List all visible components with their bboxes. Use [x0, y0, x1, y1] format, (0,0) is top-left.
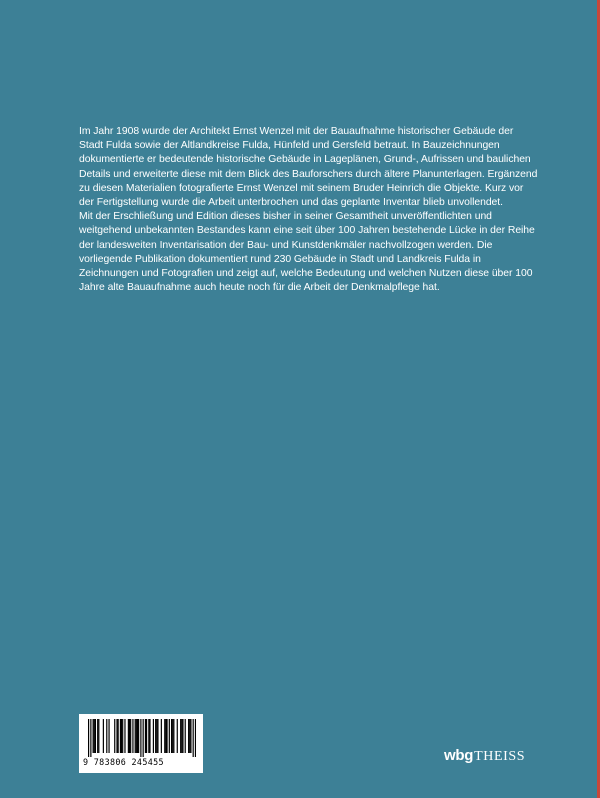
barcode-bar [169, 719, 170, 753]
barcode-bar [90, 719, 91, 757]
barcode-bar [173, 719, 174, 753]
barcode-bar [161, 719, 162, 753]
barcode-bar [155, 719, 156, 753]
isbn-barcode [79, 714, 203, 773]
barcode-bar [128, 719, 129, 753]
barcode-bar [182, 719, 183, 753]
barcode-bar [181, 719, 182, 753]
barcode-bar [148, 719, 149, 753]
barcode-bar [132, 719, 133, 753]
barcode-bar [164, 719, 165, 753]
barcode-bar [116, 719, 117, 753]
barcode-bar [93, 719, 94, 753]
barcode-bar [103, 719, 104, 753]
barcode-bar [140, 719, 141, 757]
barcode-bar [145, 719, 146, 753]
barcode-bar [122, 719, 123, 753]
barcode-bar [171, 719, 172, 753]
barcode-bar [106, 719, 107, 753]
barcode-bar [190, 719, 191, 753]
back-cover-blurb [79, 125, 539, 295]
barcode-bar [94, 719, 95, 753]
publisher-logo [444, 748, 525, 764]
barcode-bar [136, 719, 137, 753]
barcode-bars [88, 719, 196, 757]
barcode-bar [135, 719, 136, 753]
barcode-bar [138, 719, 139, 753]
barcode-bar [172, 719, 173, 753]
publisher-logo-wbg: wbg [444, 747, 474, 764]
barcode-bar [157, 719, 158, 753]
barcode-bar [153, 719, 154, 753]
blurb-paragraph-1: Im Jahr 1908 wurde der Architekt Ernst Wenzel mit der Bauaufnahme historischer Gebäude der Stadt Fulda sowie der Altlandkreise Fulda, Hünfeld und Gersfeld betraut. In Bauzeichnungen dokumentierte er bedeutende historische Gebäude in Lageplänen, Grund-, Aufrissen und baulichen Details und erweiterte diese mit dem Blick des Bauforschers durch ältere Planunterlagen. Ergänzend zu diesen Materialien fotografierte Ernst Wenzel mit seinem Bruder Heinrich die Objekte. Kurz vor der Fertigstellung wurde die Arbeit unterbrochen und das geplante Inventar blieb unvollendet. [79, 126, 538, 209]
barcode-bar [165, 719, 166, 753]
barcode-bar [88, 719, 89, 757]
barcode-bar [146, 719, 147, 753]
barcode-bar [177, 719, 178, 753]
barcode-digits: 9 783806 245455 [83, 757, 164, 767]
barcode-bar [166, 719, 167, 753]
barcode-bar [193, 719, 194, 757]
blurb-paragraph-2: Mit der Erschließung und Edition dieses bisher in seiner Gesamtheit unveröffentlichten und weitgehend unbekannten Bestandes kann eine seit über 100 Jahren bestehende Lücke in der Reihe der landesweiten Inventarisation der Bau- und Kunstdenkmäler nachvollzogen werden. Die vorliegende Publikation dokumentiert rund 230 Gebäude in Stadt und Landkreis Fulda in Zeichnungen und Fotografien und zeigt auf, welche Bedeutung und welchen Nutzen diese über 100 Jahre alte Bauaufnahme auch heute noch für die Arbeit der Denkmalpflege hat. [79, 211, 535, 294]
barcode-bar [114, 719, 115, 753]
barcode-bar [97, 719, 98, 753]
barcode-bar [120, 719, 121, 753]
barcode-bar [156, 719, 157, 753]
barcode-bar [195, 719, 196, 757]
barcode-bar [124, 719, 125, 753]
barcode-bar [121, 719, 122, 753]
barcode-bar [188, 719, 189, 753]
barcode-bar [130, 719, 131, 753]
barcode-bar [180, 719, 181, 753]
barcode-bar [185, 719, 186, 753]
barcode-bar [95, 719, 96, 753]
publisher-logo-theiss: THEISS [474, 749, 526, 764]
barcode-bar [108, 719, 109, 753]
barcode-bar [98, 719, 99, 753]
barcode-bar [189, 719, 190, 753]
barcode-bar [137, 719, 138, 753]
barcode-bar [129, 719, 130, 753]
barcode-bar [149, 719, 150, 753]
barcode-bar [143, 719, 144, 757]
barcode-bar [118, 719, 119, 753]
